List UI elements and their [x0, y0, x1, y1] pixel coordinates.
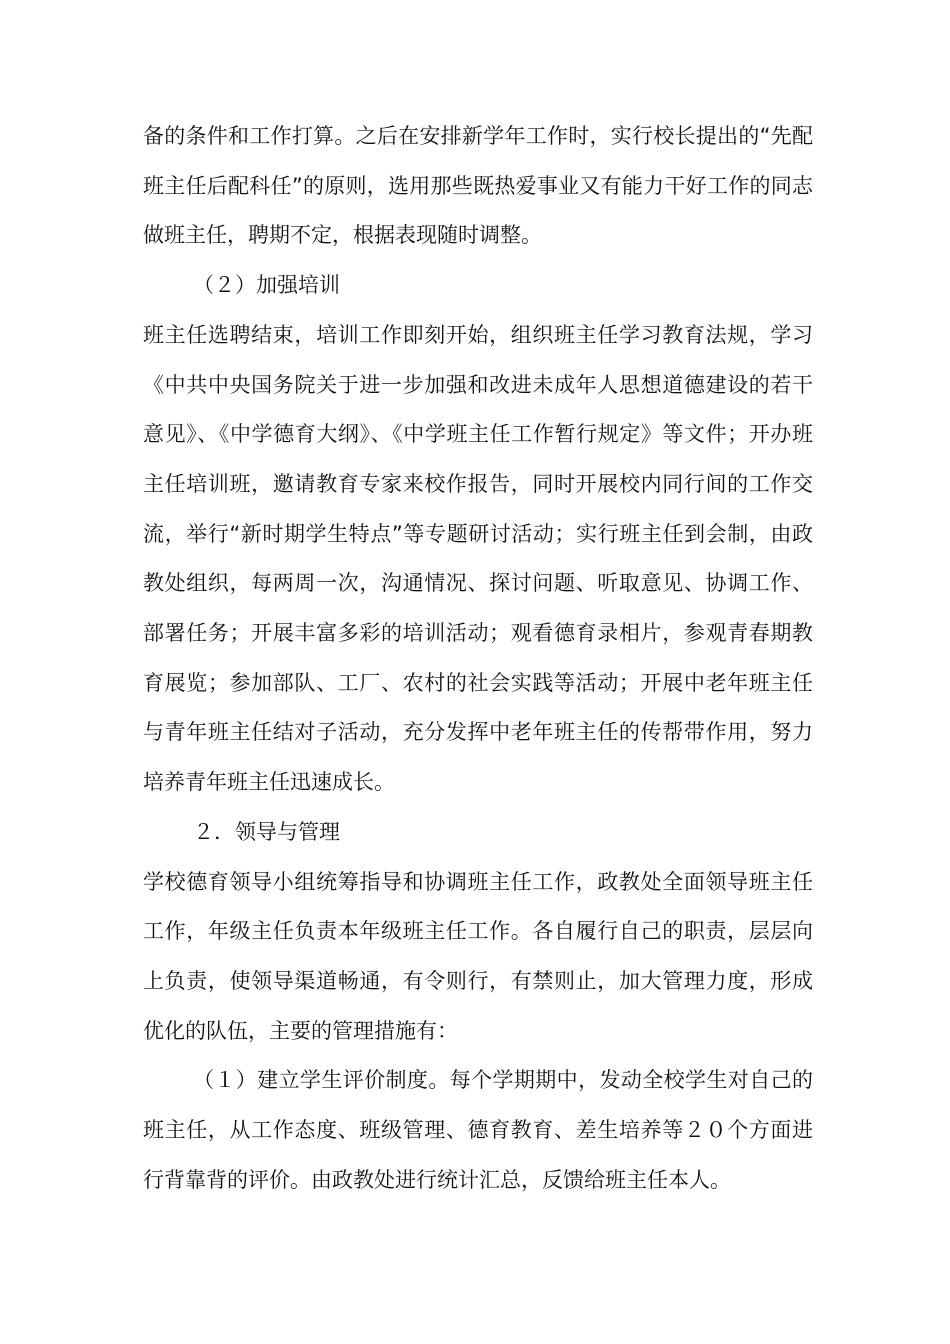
paragraph-training-activities: 班主任选聘结束，培训工作即刻开始，组织班主任学习教育法规，学习《中共中央国务院关于进一步加强和改进未成年人思想道德建设的若干意见》、《中学德育大纲》、《中学班主任工作暂行规定》等文件；开办班主任培训班，邀请教育专家来校作报告，同时开展校内同行间的工作交流，举行“新时期学生特点”等专题研讨活动；实行班主任到会制，由政教处组织，每两周一次，沟通情况、探讨问题、听取意见、协调工作、部署任务；开展丰富多彩的培训活动；观看德育录相片，参观青春期教育展览；参加部队、工厂、农村的社会实践等活动；开展中老年班主任与青年班主任结对子活动，充分发挥中老年班主任的传帮带作用，努力培养青年班主任迅速成长。 — [143, 322, 813, 795]
paragraph-management-structure: 学校德育领导小组统筹指导和协调班主任工作，政教处全面领导班主任工作，年级主任负责本年级班主任工作。各自履行自己的职责，层层向上负责，使领导渠道畅通，有令则行，有禁则止，加大管理力度，形成优化的队伍，主要的管理措施有： — [143, 869, 813, 1043]
paragraph-student-evaluation: （１）建立学生评价制度。每个学期期中，发动全校学生对自己的班主任，从工作态度、班级管理、德育教育、差生培养等２０个方面进行背靠背的评价。由政教处进行统计汇总，反馈给班主任本人。 — [143, 1068, 813, 1192]
document-body — [143, 112, 813, 1205]
heading-strengthen-training: （２）加强培训 — [193, 273, 340, 298]
paragraph-selection-conclusion: 备的条件和工作打算。之后在安排新学年工作时，实行校长提出的“先配班主任后配科任”的原则，选用那些既热爱事业又有能力干好工作的同志做班主任，聘期不定，根据表现随时调整。 — [143, 124, 813, 248]
heading-leadership-management: ２．领导与管理 — [193, 819, 340, 844]
